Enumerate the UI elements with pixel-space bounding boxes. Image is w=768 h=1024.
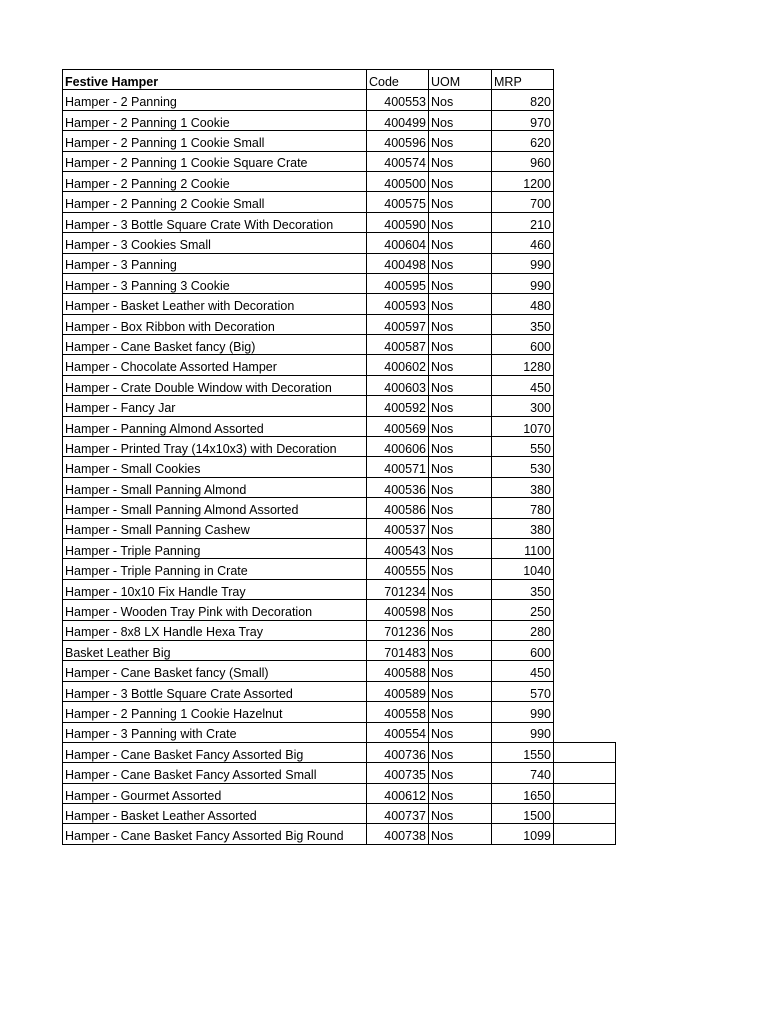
product-name-cell: Hamper - Gourmet Assorted	[63, 783, 367, 803]
code-cell: 400536	[367, 477, 429, 497]
mrp-cell: 700	[492, 192, 554, 212]
empty-cell	[554, 273, 616, 293]
code-cell: 400587	[367, 335, 429, 355]
header-row	[63, 70, 616, 90]
table-row	[63, 661, 616, 681]
empty-cell	[554, 783, 616, 803]
empty-cell	[554, 253, 616, 273]
product-name-cell: Hamper - 3 Bottle Square Crate Assorted	[63, 681, 367, 701]
code-cell: 400574	[367, 151, 429, 171]
mrp-cell: 990	[492, 722, 554, 742]
code-cell: 400606	[367, 437, 429, 457]
header-name-cell: Festive Hamper	[63, 70, 367, 90]
product-name-cell: Hamper - Triple Panning in Crate	[63, 559, 367, 579]
empty-cell	[554, 375, 616, 395]
table-row	[63, 477, 616, 497]
table-row	[63, 90, 616, 110]
code-cell: 701234	[367, 579, 429, 599]
uom-cell: Nos	[429, 151, 492, 171]
code-cell: 400558	[367, 702, 429, 722]
mrp-cell: 740	[492, 763, 554, 783]
table-row	[63, 314, 616, 334]
header-uom-cell: UOM	[429, 70, 492, 90]
mrp-cell: 1280	[492, 355, 554, 375]
mrp-cell: 990	[492, 273, 554, 293]
code-cell: 701483	[367, 640, 429, 660]
product-name-cell: Basket Leather Big	[63, 640, 367, 660]
code-cell: 400735	[367, 763, 429, 783]
empty-cell	[554, 681, 616, 701]
mrp-cell: 990	[492, 702, 554, 722]
product-name-cell: Hamper - 2 Panning 1 Cookie Hazelnut	[63, 702, 367, 722]
empty-cell	[554, 437, 616, 457]
uom-cell: Nos	[429, 335, 492, 355]
empty-cell	[554, 212, 616, 232]
product-name-cell: Hamper - Cane Basket Fancy Assorted Big Round	[63, 824, 367, 844]
mrp-cell: 570	[492, 681, 554, 701]
mrp-cell: 620	[492, 131, 554, 151]
table-row	[63, 151, 616, 171]
code-cell: 400553	[367, 90, 429, 110]
empty-cell	[554, 110, 616, 130]
code-cell: 400586	[367, 498, 429, 518]
product-name-cell: Hamper - 3 Panning with Crate	[63, 722, 367, 742]
empty-cell	[554, 559, 616, 579]
uom-cell: Nos	[429, 579, 492, 599]
table-row	[63, 620, 616, 640]
empty-cell	[554, 335, 616, 355]
product-name-cell: Hamper - 2 Panning 2 Cookie Small	[63, 192, 367, 212]
code-cell: 400589	[367, 681, 429, 701]
uom-cell: Nos	[429, 804, 492, 824]
product-name-cell: Hamper - 2 Panning 1 Cookie	[63, 110, 367, 130]
code-cell: 400738	[367, 824, 429, 844]
mrp-cell: 1040	[492, 559, 554, 579]
code-cell: 400602	[367, 355, 429, 375]
empty-cell	[554, 131, 616, 151]
code-cell: 701236	[367, 620, 429, 640]
empty-cell	[554, 579, 616, 599]
empty-cell	[554, 457, 616, 477]
empty-cell	[554, 294, 616, 314]
empty-cell	[554, 416, 616, 436]
mrp-cell: 300	[492, 396, 554, 416]
table-row	[63, 722, 616, 742]
code-cell: 400604	[367, 233, 429, 253]
empty-cell	[554, 90, 616, 110]
uom-cell: Nos	[429, 538, 492, 558]
table-row	[63, 233, 616, 253]
product-name-cell: Hamper - Small Panning Cashew	[63, 518, 367, 538]
empty-cell	[554, 314, 616, 334]
code-cell: 400595	[367, 273, 429, 293]
empty-cell	[554, 824, 616, 844]
mrp-cell: 460	[492, 233, 554, 253]
code-cell: 400569	[367, 416, 429, 436]
code-cell: 400603	[367, 375, 429, 395]
uom-cell: Nos	[429, 498, 492, 518]
table-row	[63, 294, 616, 314]
code-cell: 400588	[367, 661, 429, 681]
table-row	[63, 518, 616, 538]
uom-cell: Nos	[429, 640, 492, 660]
table-row	[63, 640, 616, 660]
empty-cell	[554, 498, 616, 518]
mrp-cell: 970	[492, 110, 554, 130]
uom-cell: Nos	[429, 314, 492, 334]
mrp-cell: 250	[492, 600, 554, 620]
uom-cell: Nos	[429, 273, 492, 293]
uom-cell: Nos	[429, 559, 492, 579]
mrp-cell: 210	[492, 212, 554, 232]
product-name-cell: Hamper - Cane Basket fancy (Big)	[63, 335, 367, 355]
code-cell: 400575	[367, 192, 429, 212]
empty-cell	[554, 396, 616, 416]
empty-cell	[554, 538, 616, 558]
table-row	[63, 600, 616, 620]
mrp-cell: 1550	[492, 742, 554, 762]
table-body	[63, 70, 616, 845]
product-name-cell: Hamper - Cane Basket Fancy Assorted Small	[63, 763, 367, 783]
empty-cell	[554, 804, 616, 824]
mrp-cell: 380	[492, 518, 554, 538]
table-row	[63, 579, 616, 599]
uom-cell: Nos	[429, 110, 492, 130]
empty-cell	[554, 477, 616, 497]
uom-cell: Nos	[429, 375, 492, 395]
empty-cell	[554, 171, 616, 191]
code-cell: 400596	[367, 131, 429, 151]
table-row	[63, 110, 616, 130]
uom-cell: Nos	[429, 763, 492, 783]
table-row	[63, 824, 616, 844]
empty-cell	[554, 702, 616, 722]
empty-cell	[554, 233, 616, 253]
table-row	[63, 457, 616, 477]
product-name-cell: Hamper - 3 Panning 3 Cookie	[63, 273, 367, 293]
product-name-cell: Hamper - 2 Panning 1 Cookie Small	[63, 131, 367, 151]
mrp-cell: 600	[492, 640, 554, 660]
product-name-cell: Hamper - Panning Almond Assorted	[63, 416, 367, 436]
table-row	[63, 253, 616, 273]
code-cell: 400537	[367, 518, 429, 538]
product-name-cell: Hamper - 10x10 Fix Handle Tray	[63, 579, 367, 599]
code-cell: 400593	[367, 294, 429, 314]
code-cell: 400543	[367, 538, 429, 558]
code-cell: 400571	[367, 457, 429, 477]
mrp-cell: 960	[492, 151, 554, 171]
mrp-cell: 1100	[492, 538, 554, 558]
product-name-cell: Hamper - Cane Basket fancy (Small)	[63, 661, 367, 681]
uom-cell: Nos	[429, 722, 492, 742]
code-cell: 400499	[367, 110, 429, 130]
code-cell: 400554	[367, 722, 429, 742]
table-row	[63, 375, 616, 395]
mrp-cell: 1650	[492, 783, 554, 803]
mrp-cell: 820	[492, 90, 554, 110]
uom-cell: Nos	[429, 824, 492, 844]
empty-cell	[554, 518, 616, 538]
table-row	[63, 273, 616, 293]
uom-cell: Nos	[429, 171, 492, 191]
uom-cell: Nos	[429, 355, 492, 375]
mrp-cell: 450	[492, 375, 554, 395]
uom-cell: Nos	[429, 90, 492, 110]
code-cell: 400500	[367, 171, 429, 191]
code-cell: 400736	[367, 742, 429, 762]
header-code-cell: Code	[367, 70, 429, 90]
uom-cell: Nos	[429, 437, 492, 457]
empty-cell	[554, 355, 616, 375]
product-name-cell: Hamper - 8x8 LX Handle Hexa Tray	[63, 620, 367, 640]
mrp-cell: 350	[492, 579, 554, 599]
table-row	[63, 437, 616, 457]
uom-cell: Nos	[429, 233, 492, 253]
product-name-cell: Hamper - 3 Bottle Square Crate With Decoration	[63, 212, 367, 232]
mrp-cell: 530	[492, 457, 554, 477]
uom-cell: Nos	[429, 702, 492, 722]
uom-cell: Nos	[429, 457, 492, 477]
product-name-cell: Hamper - Basket Leather Assorted	[63, 804, 367, 824]
table-row	[63, 763, 616, 783]
table-row	[63, 192, 616, 212]
code-cell: 400592	[367, 396, 429, 416]
uom-cell: Nos	[429, 192, 492, 212]
empty-cell	[554, 763, 616, 783]
empty-cell	[554, 640, 616, 660]
code-cell: 400598	[367, 600, 429, 620]
empty-cell	[554, 722, 616, 742]
uom-cell: Nos	[429, 620, 492, 640]
empty-cell	[554, 661, 616, 681]
product-name-cell: Hamper - 2 Panning	[63, 90, 367, 110]
uom-cell: Nos	[429, 681, 492, 701]
uom-cell: Nos	[429, 477, 492, 497]
mrp-cell: 1070	[492, 416, 554, 436]
mrp-cell: 450	[492, 661, 554, 681]
product-name-cell: Hamper - Box Ribbon with Decoration	[63, 314, 367, 334]
mrp-cell: 780	[492, 498, 554, 518]
uom-cell: Nos	[429, 396, 492, 416]
uom-cell: Nos	[429, 416, 492, 436]
uom-cell: Nos	[429, 294, 492, 314]
product-name-cell: Hamper - Crate Double Window with Decoration	[63, 375, 367, 395]
mrp-cell: 990	[492, 253, 554, 273]
uom-cell: Nos	[429, 212, 492, 232]
mrp-cell: 1500	[492, 804, 554, 824]
product-name-cell: Hamper - Cane Basket Fancy Assorted Big	[63, 742, 367, 762]
uom-cell: Nos	[429, 253, 492, 273]
empty-cell	[554, 70, 616, 90]
product-name-cell: Hamper - 2 Panning 1 Cookie Square Crate	[63, 151, 367, 171]
mrp-cell: 350	[492, 314, 554, 334]
table-row	[63, 171, 616, 191]
empty-cell	[554, 742, 616, 762]
empty-cell	[554, 620, 616, 640]
code-cell: 400737	[367, 804, 429, 824]
mrp-cell: 1099	[492, 824, 554, 844]
code-cell: 400498	[367, 253, 429, 273]
uom-cell: Nos	[429, 661, 492, 681]
table-row	[63, 416, 616, 436]
uom-cell: Nos	[429, 742, 492, 762]
uom-cell: Nos	[429, 131, 492, 151]
code-cell: 400597	[367, 314, 429, 334]
product-name-cell: Hamper - Printed Tray (14x10x3) with Decoration	[63, 437, 367, 457]
product-name-cell: Hamper - 2 Panning 2 Cookie	[63, 171, 367, 191]
product-name-cell: Hamper - Fancy Jar	[63, 396, 367, 416]
product-name-cell: Hamper - Triple Panning	[63, 538, 367, 558]
code-cell: 400555	[367, 559, 429, 579]
table-row	[63, 396, 616, 416]
product-name-cell: Hamper - 3 Cookies Small	[63, 233, 367, 253]
mrp-cell: 480	[492, 294, 554, 314]
table-row	[63, 498, 616, 518]
festive-hamper-table	[62, 69, 616, 845]
empty-cell	[554, 192, 616, 212]
code-cell: 400612	[367, 783, 429, 803]
code-cell: 400590	[367, 212, 429, 232]
table-row	[63, 538, 616, 558]
empty-cell	[554, 600, 616, 620]
product-name-cell: Hamper - Small Panning Almond Assorted	[63, 498, 367, 518]
table-row	[63, 559, 616, 579]
table-row	[63, 742, 616, 762]
table-row	[63, 212, 616, 232]
mrp-cell: 380	[492, 477, 554, 497]
uom-cell: Nos	[429, 783, 492, 803]
table-row	[63, 702, 616, 722]
table-row	[63, 804, 616, 824]
mrp-cell: 280	[492, 620, 554, 640]
header-mrp-cell: MRP	[492, 70, 554, 90]
product-name-cell: Hamper - Small Panning Almond	[63, 477, 367, 497]
table-row	[63, 335, 616, 355]
table-row	[63, 355, 616, 375]
uom-cell: Nos	[429, 518, 492, 538]
table-row	[63, 131, 616, 151]
empty-cell	[554, 151, 616, 171]
product-name-cell: Hamper - Wooden Tray Pink with Decoration	[63, 600, 367, 620]
mrp-cell: 600	[492, 335, 554, 355]
mrp-cell: 1200	[492, 171, 554, 191]
mrp-cell: 550	[492, 437, 554, 457]
uom-cell: Nos	[429, 600, 492, 620]
table-row	[63, 783, 616, 803]
table-row	[63, 681, 616, 701]
product-name-cell: Hamper - Chocolate Assorted Hamper	[63, 355, 367, 375]
product-name-cell: Hamper - 3 Panning	[63, 253, 367, 273]
product-name-cell: Hamper - Small Cookies	[63, 457, 367, 477]
product-name-cell: Hamper - Basket Leather with Decoration	[63, 294, 367, 314]
